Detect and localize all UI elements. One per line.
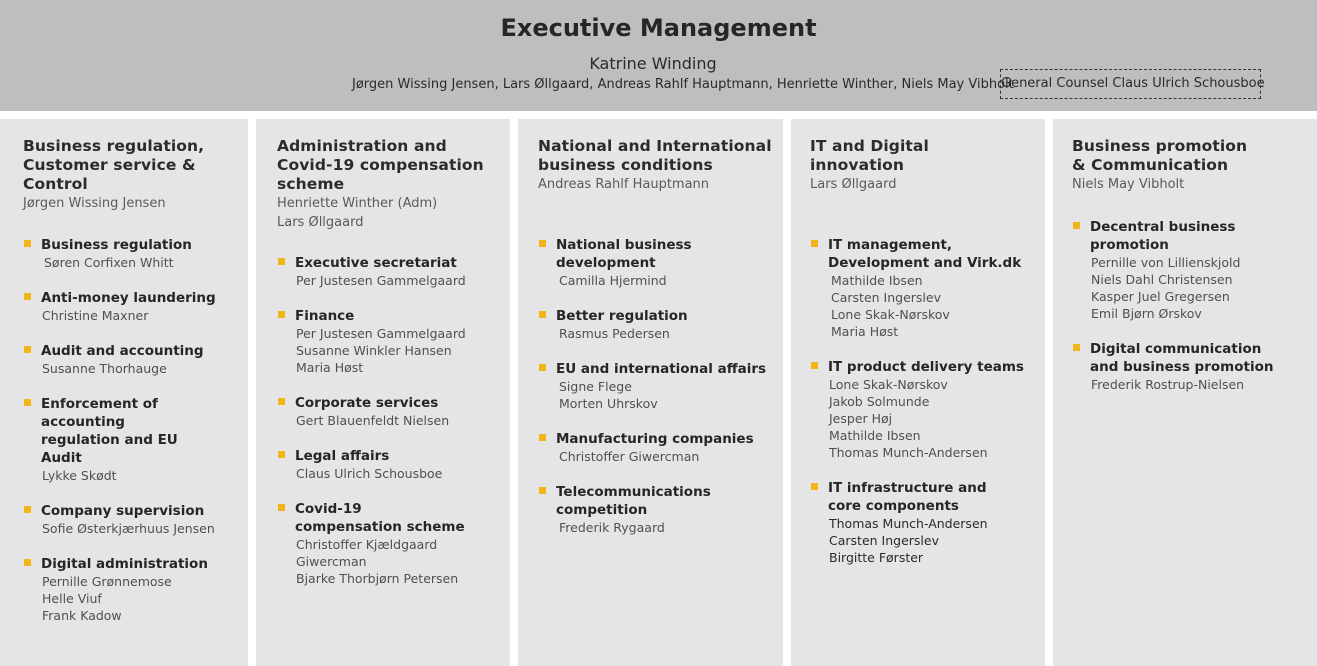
person-name: Frederik Rygaard [559, 520, 665, 535]
person-name: Lone Skak-Nørskov [829, 377, 948, 392]
unit-item [277, 394, 504, 429]
unit-item [277, 500, 504, 587]
person-name: Christoffer Kjældgaard Giwercman [296, 537, 438, 569]
unit-item [810, 236, 1037, 340]
bullet-icon [278, 504, 285, 511]
unit-title: Enforcement of accounting regulation and EU Audit [41, 396, 178, 466]
column-administration [256, 119, 510, 666]
header-title: Executive Management [500, 14, 817, 42]
person-name: Helle Viuf [42, 591, 102, 606]
column-head: Lars Øllgaard [810, 177, 897, 192]
unit-item [23, 502, 240, 537]
bullet-icon [539, 434, 546, 441]
bullet-icon [24, 240, 31, 247]
person-name: Per Justesen Gammelgaard [296, 273, 466, 288]
column-business-regulation [0, 119, 248, 666]
person-name: Camilla Hjermind [559, 273, 667, 288]
bullet-icon [24, 399, 31, 406]
unit-item [23, 289, 240, 324]
person-name: Christine Maxner [42, 308, 149, 323]
column-head: Henriette Winther (Adm) [277, 196, 438, 211]
unit-title: Finance [295, 308, 355, 324]
unit-item [277, 307, 504, 376]
person-name: Bjarke Thorbjørn Petersen [296, 571, 459, 586]
person-name: Jesper Høj [829, 411, 893, 426]
unit-item [538, 430, 775, 465]
unit-title: Covid-19 compensation scheme [295, 501, 465, 535]
unit-title: IT infrastructure and core components [828, 480, 987, 514]
column-head: Lars Øllgaard [277, 215, 364, 230]
unit-title: Business regulation [41, 237, 192, 253]
unit-title: Manufacturing companies [556, 431, 754, 447]
bullet-icon [24, 293, 31, 300]
bullet-icon [811, 483, 818, 490]
person-name: Carsten Ingerslev [829, 533, 939, 548]
bullet-icon [539, 311, 546, 318]
bullet-icon [278, 398, 285, 405]
unit-item [810, 479, 1037, 566]
person-name: Claus Ulrich Schousboe [296, 466, 443, 481]
bullet-icon [24, 559, 31, 566]
person-name: Signe Flege [559, 379, 632, 394]
person-name: Søren Corfixen Whitt [44, 255, 174, 270]
unit-item [538, 236, 775, 289]
person-name: Jakob Solmunde [829, 394, 930, 409]
bullet-icon [811, 362, 818, 369]
unit-item [1072, 218, 1309, 322]
person-name: Pernille von Lillienskjold [1091, 255, 1241, 270]
bullet-icon [278, 451, 285, 458]
ceo-name: Katrine Winding [589, 54, 717, 73]
unit-item [23, 342, 240, 377]
column-title: Business regulation, Customer service & Control [23, 137, 205, 193]
unit-item [277, 447, 504, 482]
person-name: Thomas Munch-Andersen [829, 445, 988, 460]
bullet-icon [539, 240, 546, 247]
unit-title: Digital administration [41, 556, 208, 572]
unit-title: IT product delivery teams [828, 359, 1024, 375]
bullet-icon [24, 346, 31, 353]
bullet-icon [811, 240, 818, 247]
person-name: Emil Bjørn Ørskov [1091, 306, 1202, 321]
column-title: Business promotion & Communication [1072, 137, 1248, 174]
unit-title: Audit and accounting [41, 343, 204, 359]
bullet-icon [278, 311, 285, 318]
executive-management-header [0, 0, 1317, 111]
person-name: Lone Skak-Nørskov [831, 307, 950, 322]
bullet-icon [539, 364, 546, 371]
column-head: Andreas Rahlf Hauptmann [538, 177, 710, 192]
unit-title: Legal affairs [295, 448, 390, 464]
bullet-icon [1073, 222, 1080, 229]
unit-item [538, 360, 775, 412]
column-it-digital [791, 119, 1045, 666]
unit-item [23, 555, 240, 624]
person-name: Sofie Østerkjærhuus Jensen [42, 521, 215, 536]
person-name: Gert Blauenfeldt Nielsen [296, 413, 450, 428]
unit-title: Telecommunications competition [556, 484, 711, 518]
unit-title: Anti-money laundering [41, 290, 216, 306]
person-name: Maria Høst [831, 324, 899, 339]
person-name: Per Justesen Gammelgaard [296, 326, 466, 341]
column-business-promotion [1053, 119, 1317, 666]
unit-title: Decentral business promotion [1090, 219, 1236, 253]
unit-item [23, 236, 240, 271]
directors-list: Jørgen Wissing Jensen, Lars Øllgaard, Andreas Rahlf Hauptmann, Henriette Winther, Niels May Vibholt [352, 77, 1014, 92]
unit-title: IT management, Development and Virk.dk [828, 237, 1022, 271]
column-head: Niels May Vibholt [1072, 177, 1185, 192]
bullet-icon [539, 487, 546, 494]
column-title: Administration and Covid-19 compensation scheme [277, 137, 484, 193]
column-title: IT and Digital innovation [810, 137, 929, 174]
person-name: Pernille Grønnemose [42, 574, 172, 589]
column-title: National and International business conditions [538, 137, 772, 174]
unit-title: Corporate services [295, 395, 439, 411]
unit-title: EU and international affairs [556, 361, 767, 377]
person-name: Lykke Skødt [42, 468, 117, 483]
person-name: Mathilde Ibsen [831, 273, 923, 288]
bullet-icon [278, 258, 285, 265]
unit-item [538, 483, 775, 536]
unit-title: National business development [556, 237, 692, 271]
general-counsel-box: General Counsel Claus Ulrich Schousboe [1000, 69, 1261, 99]
column-business-conditions [518, 119, 783, 666]
person-name: Susanne Thorhauge [42, 361, 167, 376]
person-name: Kasper Juel Gregersen [1091, 289, 1230, 304]
unit-item [277, 254, 504, 289]
person-name: Thomas Munch-Andersen [829, 516, 988, 531]
unit-title: Digital communication and business promotion [1090, 341, 1274, 375]
bullet-icon [1073, 344, 1080, 351]
person-name: Rasmus Pedersen [559, 326, 670, 341]
person-name: Birgitte Førster [829, 550, 924, 565]
column-head: Jørgen Wissing Jensen [23, 196, 166, 211]
person-name: Mathilde Ibsen [829, 428, 921, 443]
unit-item [23, 395, 240, 484]
bullet-icon [24, 506, 31, 513]
unit-item [1072, 340, 1309, 393]
unit-title: Company supervision [41, 503, 205, 519]
person-name: Susanne Winkler Hansen [296, 343, 452, 358]
unit-title: Better regulation [556, 308, 688, 324]
unit-item [538, 307, 775, 342]
person-name: Carsten Ingerslev [831, 290, 941, 305]
unit-item [810, 358, 1037, 461]
person-name: Frank Kadow [42, 608, 122, 623]
person-name: Frederik Rostrup-Nielsen [1091, 377, 1245, 392]
unit-title: Executive secretariat [295, 255, 457, 271]
person-name: Christoffer Giwercman [559, 449, 700, 464]
person-name: Morten Uhrskov [559, 396, 658, 411]
person-name: Maria Høst [296, 360, 364, 375]
person-name: Niels Dahl Christensen [1091, 272, 1233, 287]
